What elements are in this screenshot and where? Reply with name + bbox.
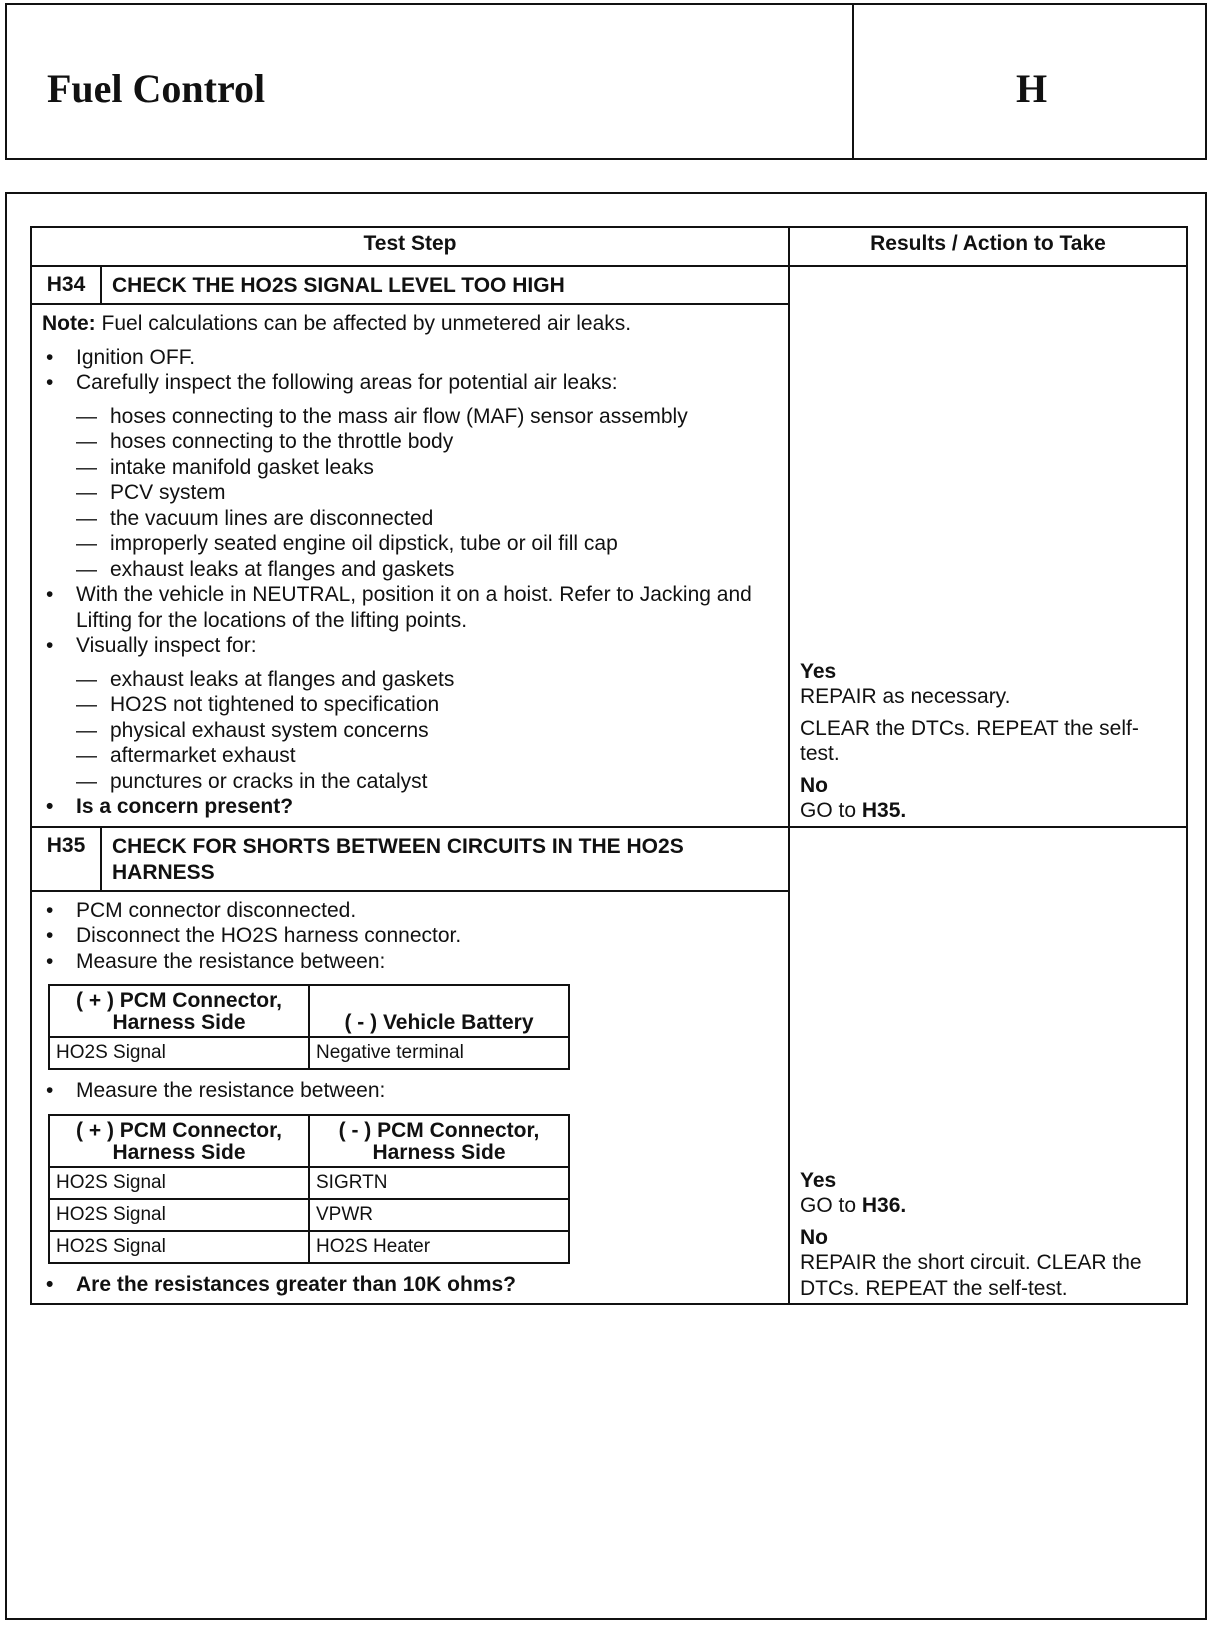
table-cell: Negative terminal xyxy=(309,1037,569,1069)
step-result xyxy=(789,827,1187,1305)
sub-list-item: — exhaust leaks at flanges and gaskets xyxy=(42,667,778,693)
table-cell: HO2S Heater xyxy=(309,1231,569,1263)
step-id: H35 xyxy=(31,827,101,891)
step-question: • Are the resistances greater than 10K ohms? xyxy=(42,1272,778,1298)
table-row xyxy=(49,1199,569,1231)
sub-list-item: — the vacuum lines are disconnected xyxy=(42,506,778,532)
step-question: • Is a concern present? xyxy=(42,794,778,820)
column-header: ( + ) PCM Connector, Harness Side xyxy=(49,985,309,1037)
sub-list-item: — hoses connecting to the mass air flow (MAF) sensor assembly xyxy=(42,404,778,430)
step-title: CHECK THE HO2S SIGNAL LEVEL TOO HIGH xyxy=(101,266,789,304)
yes-label: Yes xyxy=(800,659,837,683)
note-text: Fuel calculations can be affected by unmetered air leaks. xyxy=(95,312,632,335)
go-to-target: H36. xyxy=(861,1194,907,1217)
yes-action: REPAIR as necessary. xyxy=(800,685,1011,708)
column-header: ( + ) PCM Connector, Harness Side xyxy=(49,1115,309,1167)
sub-list-item: — PCV system xyxy=(42,480,778,506)
column-header: ( - ) Vehicle Battery xyxy=(309,985,569,1037)
table-cell: HO2S Signal xyxy=(49,1199,309,1231)
no-label: No xyxy=(800,1225,828,1249)
sub-list-item: — exhaust leaks at flanges and gaskets xyxy=(42,557,778,583)
step-title: CHECK FOR SHORTS BETWEEN CIRCUITS IN THE HO2S HARNESS xyxy=(101,827,789,891)
resistance-table xyxy=(48,984,570,1070)
column-header: ( - ) PCM Connector, Harness Side xyxy=(309,1115,569,1167)
page-header xyxy=(5,3,1207,160)
page-title: Fuel Control xyxy=(47,66,266,111)
sub-list-item: — aftermarket exhaust xyxy=(42,743,778,769)
list-item: • Measure the resistance between: xyxy=(42,949,778,975)
no-action: REPAIR the short circuit. CLEAR the DTCs. REPEAT the self-test. xyxy=(800,1251,1142,1300)
step-title-row xyxy=(31,827,1187,891)
resistance-table xyxy=(48,1114,570,1264)
sub-list-item: — improperly seated engine oil dipstick, tube or oil fill cap xyxy=(42,531,778,557)
list-item: • Disconnect the HO2S harness connector. xyxy=(42,923,778,949)
test-step-header: Test Step xyxy=(31,227,789,266)
sub-list-item: — physical exhaust system concerns xyxy=(42,718,778,744)
yes-action: GO to H36. xyxy=(800,1194,907,1217)
sub-list-item: — intake manifold gasket leaks xyxy=(42,455,778,481)
results-header: Results / Action to Take xyxy=(789,227,1187,266)
table-cell: HO2S Signal xyxy=(49,1231,309,1263)
list-item: • Ignition OFF. xyxy=(42,345,778,371)
yes-label: Yes xyxy=(800,1168,837,1192)
table-row xyxy=(49,1231,569,1263)
list-item: • With the vehicle in NEUTRAL, position it on a hoist. Refer to Jacking and Lifting for the locations of the lifting points. xyxy=(42,582,778,633)
list-item: • Measure the resistance between: xyxy=(42,1078,778,1104)
table-row xyxy=(49,1037,569,1069)
note xyxy=(42,311,778,337)
step-body xyxy=(31,304,789,827)
table-cell: HO2S Signal xyxy=(49,1037,309,1069)
table-cell: HO2S Signal xyxy=(49,1167,309,1199)
sub-list-item: — hoses connecting to the throttle body xyxy=(42,429,778,455)
table-cell: VPWR xyxy=(309,1199,569,1231)
table-cell: SIGRTN xyxy=(309,1167,569,1199)
list-item: • PCM connector disconnected. xyxy=(42,898,778,924)
section-letter: H xyxy=(1015,66,1048,111)
table-row xyxy=(49,1167,569,1199)
sub-list-item: — HO2S not tightened to specification xyxy=(42,692,778,718)
note-label: Note: xyxy=(42,312,96,335)
step-title-row xyxy=(31,266,1187,304)
no-label: No xyxy=(800,773,828,797)
table-header-row xyxy=(31,227,1187,266)
no-action: GO to H35. xyxy=(800,799,907,822)
step-body xyxy=(31,891,789,1305)
step-result xyxy=(789,266,1187,827)
sub-list-item: — punctures or cracks in the catalyst xyxy=(42,769,778,795)
diagnostic-table xyxy=(30,226,1188,1305)
list-item: • Visually inspect for: xyxy=(42,633,778,659)
list-item: • Carefully inspect the following areas for potential air leaks: xyxy=(42,370,778,396)
yes-action: CLEAR the DTCs. REPEAT the self-test. xyxy=(800,716,1139,765)
go-to-target: H35. xyxy=(861,799,907,822)
step-id: H34 xyxy=(31,266,101,304)
